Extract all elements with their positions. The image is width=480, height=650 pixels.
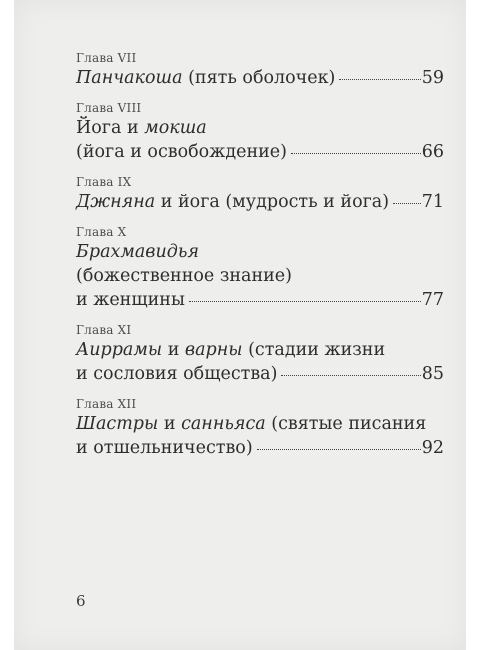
toc-entry-chapter-9	[76, 174, 444, 214]
dot-leader	[291, 153, 421, 154]
chapter-title-italic: варны	[184, 340, 243, 360]
toc-entry-chapter-8	[76, 100, 444, 164]
chapter-title-text: Йога и	[76, 118, 145, 138]
toc-entry-chapter-11	[76, 322, 444, 386]
chapter-title-italic: мокша	[144, 118, 207, 138]
book-page	[14, 0, 466, 650]
dot-leader	[393, 203, 421, 204]
toc-line	[76, 66, 444, 90]
chapter-title-text: (святые писания	[265, 414, 427, 434]
toc-entry-chapter-12	[76, 396, 444, 460]
toc-line	[76, 338, 444, 362]
dot-leader	[281, 375, 420, 376]
page-ref: 71	[421, 192, 444, 212]
chapter-label: Глава VII	[76, 51, 137, 65]
chapter-title-text: и отшельничество)	[76, 438, 253, 458]
dot-leader	[257, 449, 421, 450]
chapter-title-italic: санньяса	[181, 414, 266, 434]
chapter-label: Глава XI	[76, 323, 132, 337]
chapter-title-text: и женщины	[76, 290, 185, 310]
page-ref: 66	[421, 142, 444, 162]
chapter-title-text: (стадии жизни	[242, 340, 386, 360]
toc-line	[76, 190, 444, 214]
toc-entry-chapter-10	[76, 224, 444, 312]
toc-line	[76, 362, 444, 386]
toc-entry-chapter-7	[76, 50, 444, 90]
chapter-label: Глава XII	[76, 397, 137, 411]
chapter-title-italic: Панчакоша	[76, 68, 183, 88]
chapter-title-italic: Шастры	[76, 414, 159, 434]
chapter-title-text: и йога (мудрость и йога)	[155, 192, 390, 212]
toc-line	[76, 140, 444, 164]
chapter-label: Глава X	[76, 225, 127, 239]
page-ref: 59	[421, 68, 444, 88]
chapter-title-italic: Брахмавидья	[76, 242, 199, 262]
page-number: 6	[76, 592, 86, 610]
toc-line	[76, 288, 444, 312]
chapter-label: Глава IX	[76, 175, 132, 189]
dot-leader	[339, 79, 420, 80]
chapter-label: Глава VIII	[76, 101, 142, 115]
chapter-title-text: (божественное знание)	[76, 266, 292, 286]
dot-leader	[189, 301, 421, 302]
chapter-title-text: (йога и освобождение)	[76, 142, 287, 162]
chapter-title-italic: Аиррамы	[76, 340, 163, 360]
chapter-title-text: и	[158, 414, 182, 434]
toc-line	[76, 240, 444, 264]
toc-line	[76, 264, 444, 288]
chapter-title-text: (пять оболочек)	[182, 68, 336, 88]
page-ref: 92	[421, 438, 444, 458]
toc-line	[76, 412, 444, 436]
chapter-title-italic: Джняна	[76, 192, 156, 212]
table-of-contents	[76, 50, 444, 460]
chapter-title-text: и сословия общества)	[76, 364, 278, 384]
page-ref: 85	[421, 364, 444, 384]
toc-line	[76, 116, 444, 140]
chapter-title-text: и	[162, 340, 185, 360]
page-ref: 77	[421, 290, 444, 310]
toc-line	[76, 436, 444, 460]
